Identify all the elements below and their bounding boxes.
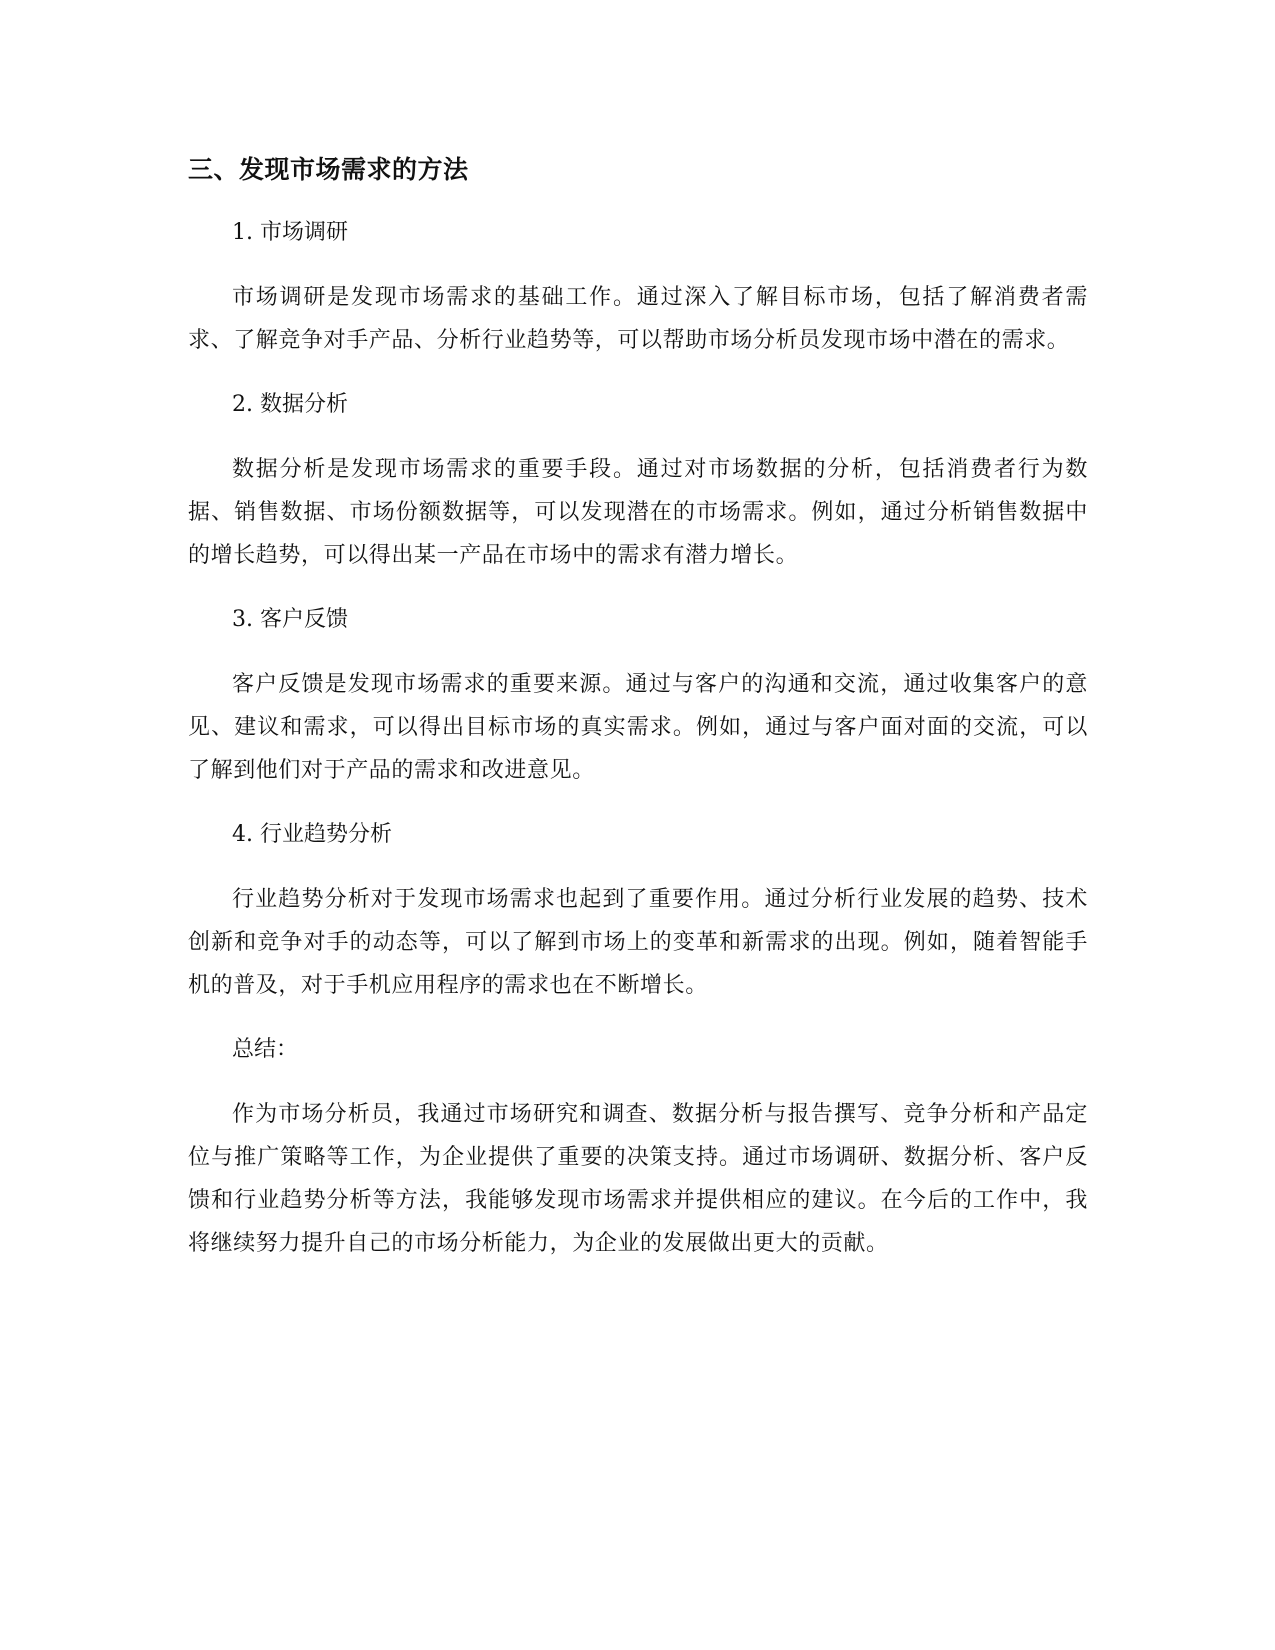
summary-label: 总结： (232, 1037, 299, 1062)
paragraph-industry-trends: 行业趋势分析对于发现市场需求也起到了重要作用。通过分析行业发展的趋势、技术创新和竞争对手的动态等，可以了解到市场上的变革和新需求的出现。例如，随着智能手机的普及，对于手机应用程序的需求也在不断增长。 (188, 887, 1088, 998)
paragraph-market-research: 市场调研是发现市场需求的基础工作。通过深入了解目标市场，包括了解消费者需求、了解竞争对手产品、分析行业趋势等，可以帮助市场分析员发现市场中潜在的需求。 (188, 285, 1088, 353)
paragraph-customer-feedback: 客户反馈是发现市场需求的重要来源。通过与客户的沟通和交流，通过收集客户的意见、建议和需求，可以得出目标市场的真实需求。例如，通过与客户面对面的交流，可以了解到他们对于产品的需求和改进意见。 (188, 672, 1088, 783)
paragraph-data-analysis: 数据分析是发现市场需求的重要手段。通过对市场数据的分析，包括消费者行为数据、销售数据、市场份额数据等，可以发现潜在的市场需求。例如，通过分析销售数据中的增长趋势，可以得出某一产品在市场中的需求有潜力增长。 (188, 457, 1088, 568)
subsection-heading-market-research: 1. 市场调研 (232, 220, 348, 245)
subsection-heading-data-analysis: 2. 数据分析 (232, 392, 348, 417)
paragraph-summary: 作为市场分析员，我通过市场研究和调查、数据分析与报告撰写、竞争分析和产品定位与推广策略等工作，为企业提供了重要的决策支持。通过市场调研、数据分析、客户反馈和行业趋势分析等方法，我能够发现市场需求并提供相应的建议。在今后的工作中，我将继续努力提升自己的市场分析能力，为企业的发展做出更大的贡献。 (188, 1102, 1088, 1256)
subsection-heading-industry-trends: 4. 行业趋势分析 (232, 822, 392, 847)
subsection-heading-customer-feedback: 3. 客户反馈 (232, 607, 348, 632)
section-title: 三、发现市场需求的方法 (188, 155, 469, 184)
document-content (188, 150, 1088, 1287)
